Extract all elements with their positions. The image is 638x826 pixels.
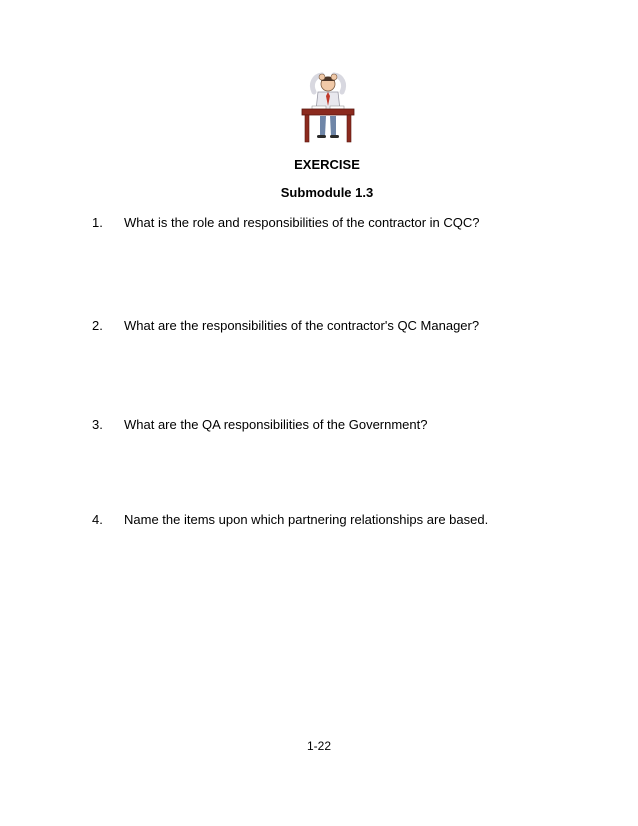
question-item	[92, 215, 480, 230]
question-text: What are the responsibilities of the contractor's QC Manager?	[124, 318, 480, 333]
question-number: 2.	[92, 318, 103, 333]
question-number: 1.	[92, 215, 103, 230]
page-title: EXERCISE	[294, 157, 360, 172]
question-text: What is the role and responsibilities of the contractor in CQC?	[124, 215, 480, 230]
question-item	[92, 512, 488, 527]
stressed-person-at-desk-icon	[296, 70, 360, 144]
question-text: What are the QA responsibilities of the Government?	[124, 417, 428, 432]
page-number: 1-22	[306, 739, 332, 753]
page-subtitle: Submodule 1.3	[280, 185, 374, 200]
question-text: Name the items upon which partnering relationships are based.	[124, 512, 489, 527]
question-number: 4.	[92, 512, 103, 527]
question-item	[92, 318, 479, 333]
question-item	[92, 417, 428, 432]
question-number: 3.	[92, 417, 103, 432]
